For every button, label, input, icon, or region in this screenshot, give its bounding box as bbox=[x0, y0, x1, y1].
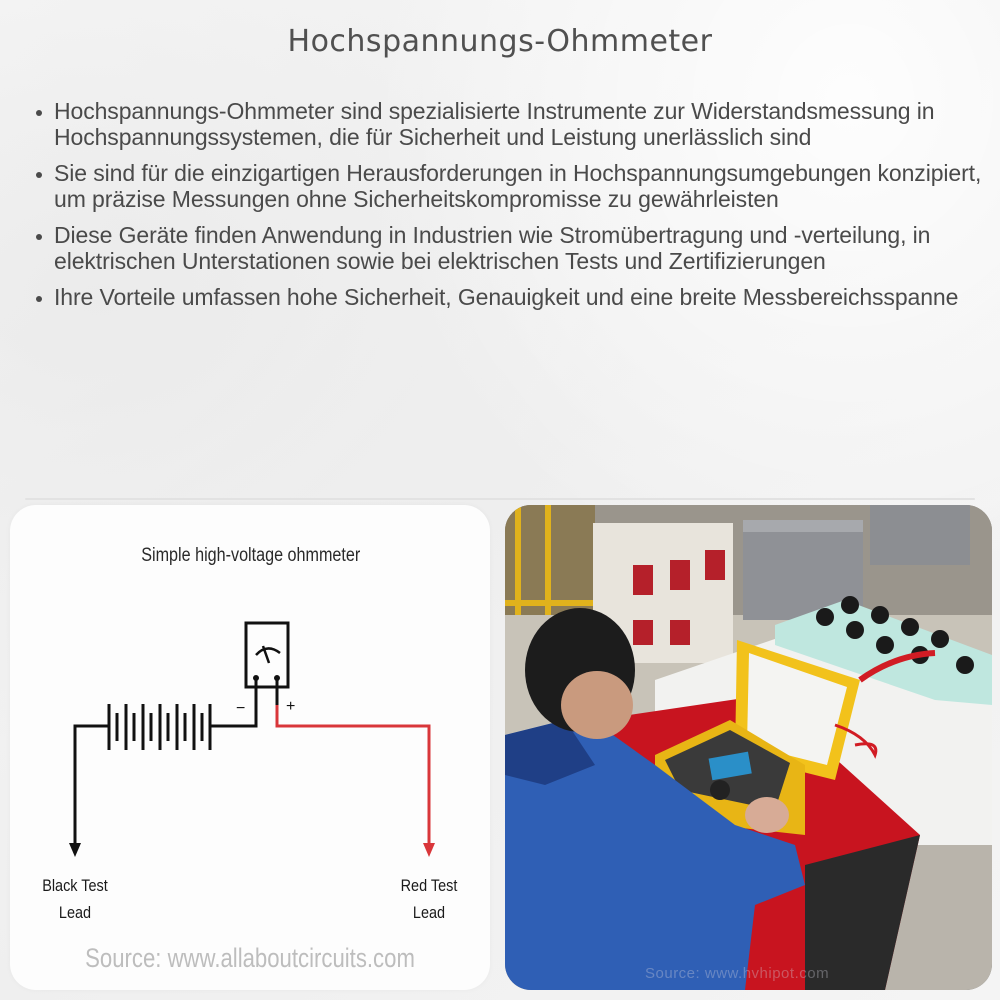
diagram-title: Simple high-voltage ohmmeter bbox=[141, 545, 361, 566]
red-lead-label bbox=[392, 872, 465, 926]
battery-icon bbox=[109, 704, 210, 750]
black-arrow-icon bbox=[69, 843, 81, 857]
bullet-item bbox=[34, 222, 984, 274]
meter-icon bbox=[246, 623, 288, 687]
bullet-list bbox=[34, 98, 984, 320]
bullet-item bbox=[34, 98, 984, 150]
bullet-text: Hochspannungs-Ohmmeter sind spezialisierte Instrumente zur Widerstandsmessung in Hochspannungssystemen, die für Sicherheit und Leistung unerlässlich sind bbox=[54, 98, 935, 150]
photo-illustration bbox=[505, 505, 992, 990]
plus-label: + bbox=[286, 698, 296, 715]
page-title: Hochspannungs-Ohmmeter bbox=[287, 24, 713, 59]
technician-photo bbox=[505, 505, 992, 990]
bullet-item bbox=[34, 284, 984, 310]
bullet-dot-icon bbox=[36, 110, 42, 116]
bullet-dot-icon bbox=[36, 234, 42, 240]
red-lead-label-line1: Red Test bbox=[400, 876, 458, 895]
photo-source-caption: Source: www.hvhipot.com bbox=[645, 965, 830, 982]
diagram-card bbox=[10, 505, 490, 990]
diagram-source-caption: Source: www.allaboutcircuits.com bbox=[85, 943, 415, 973]
red-lead-label-line2: Lead bbox=[412, 903, 446, 922]
bullet-dot-icon bbox=[36, 296, 42, 302]
black-lead-label-line1: Black Test bbox=[42, 876, 108, 895]
minus-label: − bbox=[236, 700, 246, 717]
section-divider bbox=[25, 498, 975, 500]
bullet-text: Ihre Vorteile umfassen hohe Sicherheit, Genauigkeit und eine breite Messbereichsspanne bbox=[54, 284, 959, 310]
bullet-item bbox=[34, 160, 984, 212]
black-lead-label-line2: Lead bbox=[58, 903, 92, 922]
bullet-text: Diese Geräte finden Anwendung in Industrien wie Stromübertragung und -verteilung, in elektrischen Unterstationen sowie bei elektrischen Tests und Zertifizierungen bbox=[54, 222, 931, 274]
black-lead-label bbox=[37, 872, 114, 926]
red-arrow-icon bbox=[423, 843, 435, 857]
bullet-dot-icon bbox=[36, 172, 42, 178]
bullet-text: Sie sind für die einzigartigen Herausforderungen in Hochspannungsumgebungen konzipiert, um präzise Messungen ohne Sicherheitskompromisse zu gewährleisten bbox=[54, 160, 982, 212]
